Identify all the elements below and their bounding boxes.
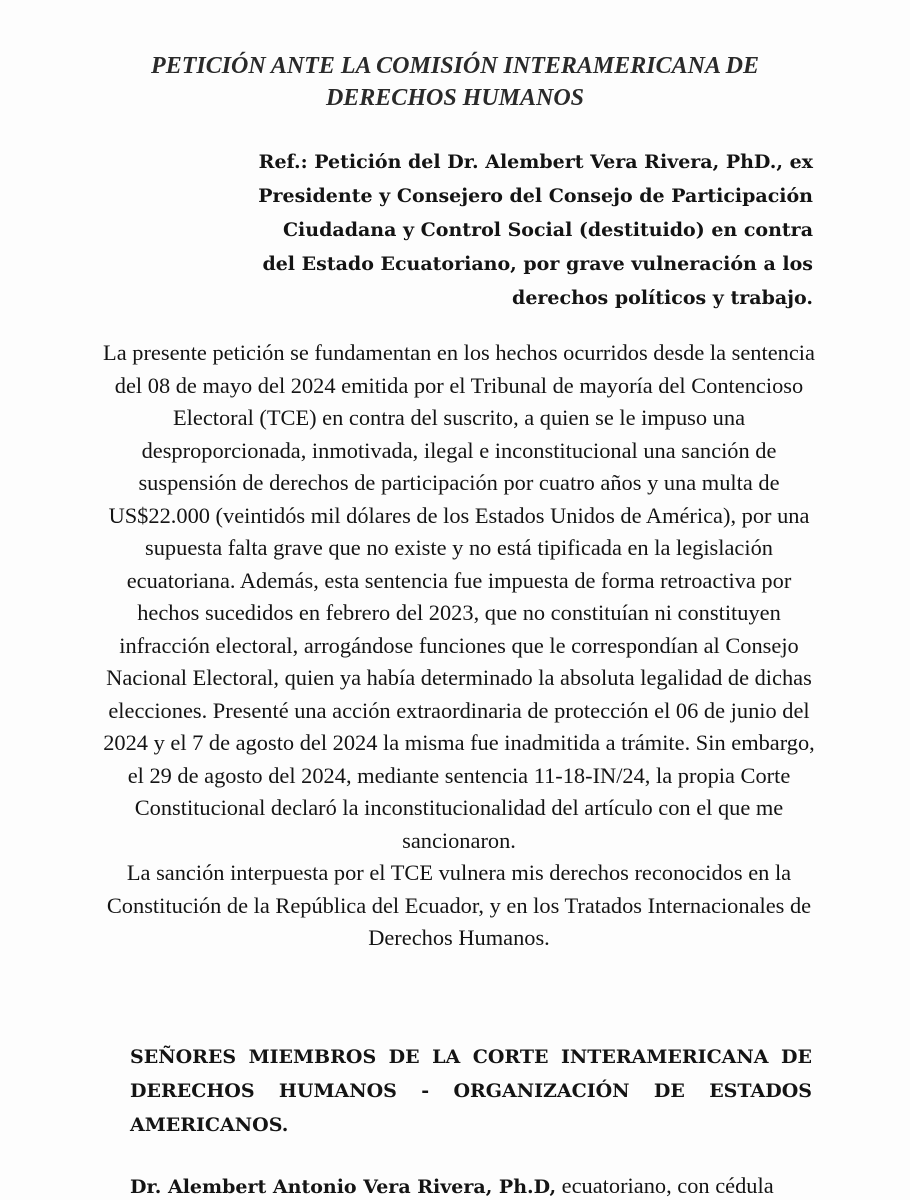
body-paragraph-rights: La sanción interpuesta por el TCE vulnera mis derechos reconocidos en la Constitución de la República del Ecuador, y en los Tratados Internacionales de Derechos Humanos. [106, 860, 812, 950]
recipients-heading: SEÑORES MIEMBROS DE LA CORTE INTERAMERICANA DE DERECHOS HUMANOS - ORGANIZACIÓN DE ESTADOS AMERICANOS. [130, 1046, 812, 1136]
reference-block: Ref.: Petición del Dr. Alembert Vera Rivera, PhD., ex Presidente y Consejero del Consejo de Participación Ciudadana y Control Social (destituido) en contra del Estado Ecuatoriano, por grave vulneración a los derechos políticos y trabajo. [258, 151, 813, 309]
petitioner-details: ecuatoriano, con cédula [556, 1173, 774, 1198]
petition-body [100, 337, 818, 955]
signature-line [130, 1170, 820, 1200]
petitioner-name: Dr. Alembert Antonio Vera Rivera, Ph.D, [130, 1176, 557, 1198]
body-paragraph-facts: La presente petición se fundamentan en los hechos ocurridos desde la sentencia del 08 de mayo del 2024 emitida por el Tribunal de mayoría del Contencioso Electoral (TCE) en contra del suscrito, a quien se le impuso una desproporcionada, inmotivada, ilegal e inconstitucional una sanción de suspensión de derechos de participación por cuatro años y una multa de US$22.000 (veintidós mil dólares de los Estados Unidos de América), por una supuesta falta grave que no existe y no está tipificada en la legislación ecuatoriana. Además, esta sentencia fue impuesta de forma retroactiva por hechos sucedidos en febrero del 2023, que no constituían ni constituyen infracción electoral, arrogándose funciones que le correspondían al Consejo Nacional Electoral, quien ya había determinado la absoluta legalidad de dichas elecciones. Presenté una acción extraordinaria de protección el 06 de junio del 2024 y el 7 de agosto del 2024 la misma fue inadmitida a trámite. Sin embargo, el 29 de agosto del 2024, mediante sentencia 11-18-IN/24, la propia Corte Constitucional declaró la inconstitucionalidad del artículo con el que me sancionaron. [103, 340, 815, 853]
document-title: PETICIÓN ANTE LA COMISIÓN INTERAMERICANA DE DERECHOS HUMANOS [151, 53, 759, 111]
